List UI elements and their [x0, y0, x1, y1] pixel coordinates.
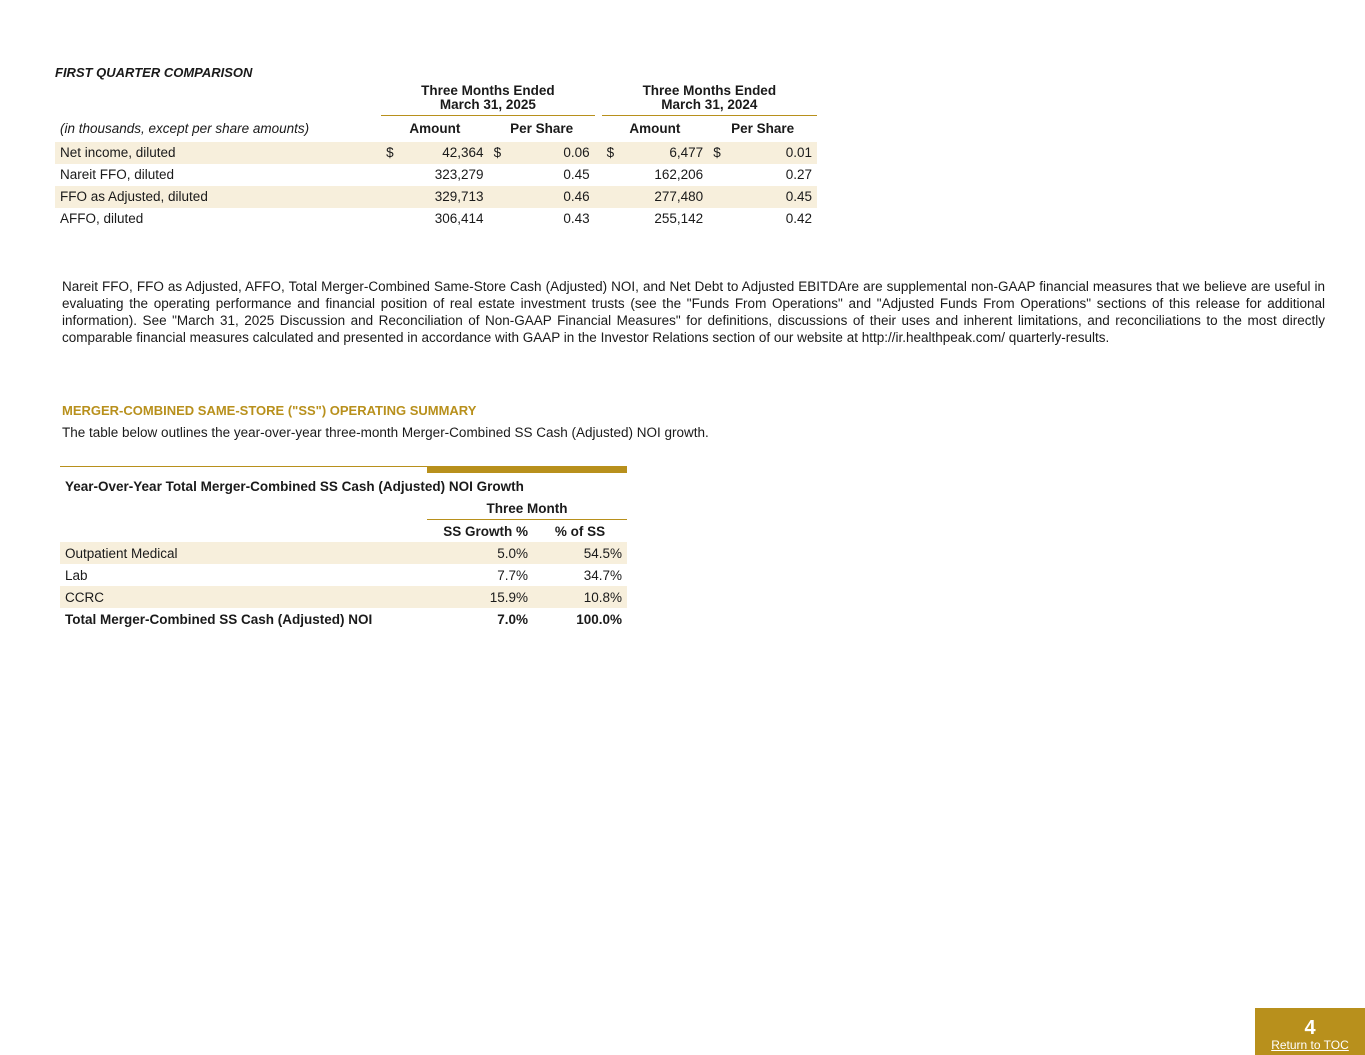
ss-summary-title: MERGER-COMBINED SAME-STORE ("SS") OPERATING SUMMARY [62, 403, 477, 418]
ss-table-accent-bar [427, 466, 627, 473]
row-label: AFFO, diluted [60, 211, 144, 226]
period-2025-header: Three Months Ended March 31, 2025 [381, 84, 595, 116]
per-share-2025: 0.46 [507, 186, 595, 208]
table-row [55, 208, 817, 230]
row-label: Lab [65, 567, 88, 583]
ss-period-header: Three Month [427, 497, 627, 520]
page-number: 4 [1304, 1017, 1316, 1039]
per-share-2024: 0.01 [726, 142, 817, 164]
table-row [55, 186, 817, 208]
amount-2025-header: Amount [409, 121, 461, 137]
units-note: (in thousands, except per share amounts) [60, 121, 310, 136]
table-row [60, 542, 627, 564]
dollar-sign: $ [602, 142, 620, 164]
pct-of-ss-value: 34.7% [583, 567, 622, 583]
per-share-2024: 0.42 [785, 211, 812, 226]
period-2024-header: Three Months Ended March 31, 2024 [602, 84, 817, 116]
ss-growth-value: 15.9% [427, 586, 533, 608]
amount-2025: 306,414 [434, 211, 484, 226]
total-label: Total Merger-Combined SS Cash (Adjusted) NOI [65, 611, 373, 627]
per-share-2025: 0.45 [563, 167, 590, 182]
table-row [60, 586, 627, 608]
pct-of-ss-value: 10.8% [533, 586, 627, 608]
per-share-2025: 0.06 [507, 142, 595, 164]
table-row [55, 164, 817, 186]
per-share-2024: 0.27 [785, 167, 812, 182]
ss-growth-value: 7.7% [497, 567, 528, 583]
pct-of-ss-value: 54.5% [533, 542, 627, 564]
per-share-2025-header: Per Share [510, 121, 574, 137]
table-row [55, 142, 817, 164]
period-header-row [55, 84, 817, 116]
dollar-sign: $ [489, 142, 507, 164]
per-share-2024: 0.45 [726, 186, 817, 208]
amount-2024: 162,206 [654, 167, 704, 182]
amount-2025: 329,713 [399, 186, 488, 208]
ss-growth-table [60, 475, 627, 630]
total-ss-growth: 7.0% [497, 611, 528, 627]
ss-table-title: Year-Over-Year Total Merger-Combined SS Cash (Adjusted) NOI Growth [65, 478, 524, 494]
row-label: Net income, diluted [55, 142, 381, 164]
ss-column-header-row [60, 520, 627, 543]
per-share-2025: 0.43 [563, 211, 590, 226]
page-footer-box [1255, 1008, 1365, 1055]
amount-2025: 42,364 [399, 142, 488, 164]
total-pct-of-ss: 100.0% [576, 611, 622, 627]
non-gaap-paragraph: Nareit FFO, FFO as Adjusted, AFFO, Total Merger-Combined Same-Store Cash (Adjusted) NOI, and Net Debt to Adjusted EBITDAre are supplemental non-GAAP financial measures that we believe are useful in evaluating the operating performance and financial position of real estate investment trusts (see the "Funds From Operations" and "Adjusted Funds From Operations" sections of this release for additional information). See "March 31, 2025 Discussion and Reconciliation of Non-GAAP Financial Measures" for definitions, discussions of their uses and inherent limitations, and reconciliations to the most directly comparable financial measures calculated and presented in accordance with GAAP in the Investor Relations section of our website at http://ir.healthpeak.com/ quarterly-results. [62, 279, 1325, 345]
table-row [60, 564, 627, 586]
total-row [60, 608, 627, 630]
amount-2024: 6,477 [620, 142, 709, 164]
row-label: Outpatient Medical [60, 542, 427, 564]
ss-growth-header: SS Growth % [443, 523, 528, 539]
first-quarter-title: FIRST QUARTER COMPARISON [55, 65, 253, 80]
pct-of-ss-header: % of SS [554, 523, 606, 539]
ss-table-rule [60, 466, 427, 467]
row-label: Nareit FFO, diluted [60, 167, 175, 182]
amount-2024-header: Amount [629, 121, 681, 137]
column-header-row [55, 116, 817, 142]
per-share-2024-header: Per Share [731, 121, 795, 137]
amount-2024: 255,142 [654, 211, 704, 226]
dollar-sign: $ [381, 142, 399, 164]
amount-2025: 323,279 [434, 167, 484, 182]
first-quarter-table [55, 84, 817, 230]
ss-table-title-row [60, 475, 627, 497]
amount-2024: 277,480 [620, 186, 709, 208]
ss-period-row [60, 497, 627, 520]
return-to-toc-link[interactable]: Return to TOC [1271, 1038, 1349, 1052]
ss-growth-value: 5.0% [427, 542, 533, 564]
ss-summary-intro: The table below outlines the year-over-year three-month Merger-Combined SS Cash (Adjusted) NOI growth. [62, 425, 709, 440]
dollar-sign: $ [708, 142, 726, 164]
row-label: CCRC [60, 586, 427, 608]
row-label: FFO as Adjusted, diluted [55, 186, 381, 208]
